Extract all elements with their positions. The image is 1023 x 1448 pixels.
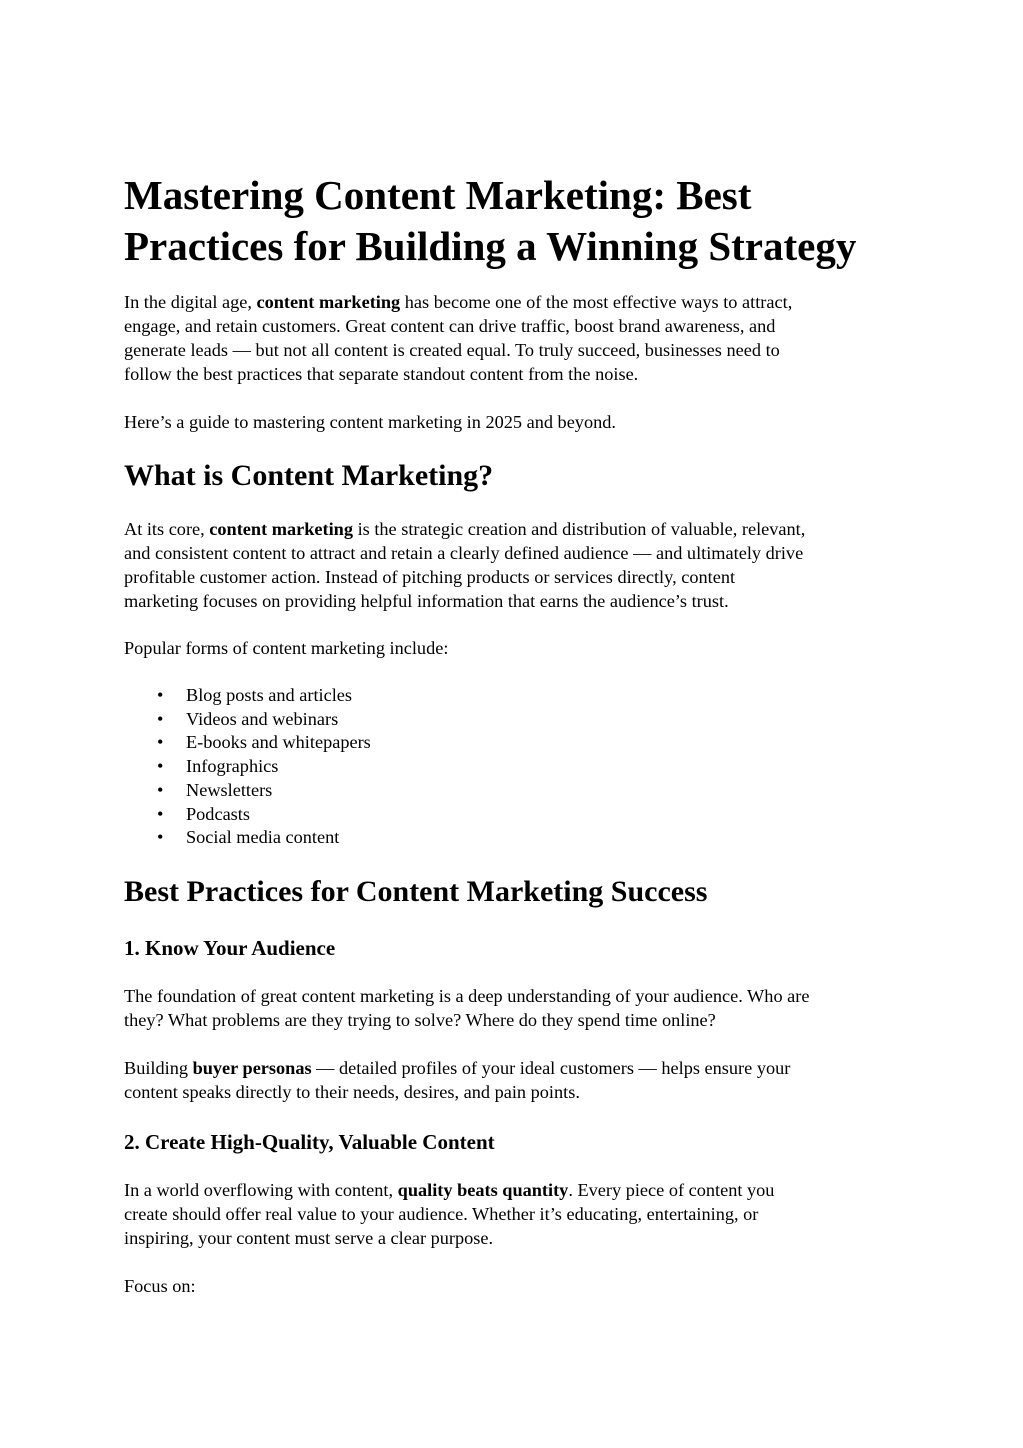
page-title-line-2: Practices for Building a Winning Strategy xyxy=(124,223,857,269)
content-forms-list xyxy=(124,684,371,850)
personas-line-1 xyxy=(124,1056,914,1080)
definition-line-1 xyxy=(124,517,914,541)
list-item-label: Blog posts and articles xyxy=(186,685,353,705)
definition-emphasis: content marketing xyxy=(209,519,353,539)
page-title-line-1: Mastering Content Marketing: Best xyxy=(124,172,752,218)
quality-line-2: create should offer real value to your audience. Whether it’s educating, entertaining, or xyxy=(124,1204,759,1224)
list-item-label: Social media content xyxy=(186,827,340,848)
definition-paragraph xyxy=(124,517,914,613)
personas-text: — detailed profiles of your ideal customers — helps ensure your xyxy=(311,1058,791,1078)
bullet-icon: • xyxy=(157,827,164,848)
intro-line-1 xyxy=(124,290,914,314)
bullet-icon: • xyxy=(157,732,164,753)
focus-text: Focus on: xyxy=(124,1276,196,1296)
definition-text: At its core, xyxy=(124,519,210,539)
list-item xyxy=(124,803,371,827)
personas-paragraph xyxy=(124,1056,914,1104)
list-item-label: Podcasts xyxy=(186,803,250,824)
list-item xyxy=(124,684,371,708)
heading-best-practices: Best Practices for Content Marketing Success xyxy=(124,875,708,908)
personas-text: Building xyxy=(124,1058,193,1078)
quality-emphasis: quality beats quantity xyxy=(397,1180,569,1200)
quality-text: In a world overflowing with content, xyxy=(124,1180,398,1200)
list-item-label: Newsletters xyxy=(186,779,273,800)
focus-paragraph xyxy=(124,1274,914,1298)
definition-line-3: profitable customer action. Instead of pitching products or services directly, content xyxy=(124,567,736,587)
intro-line-4: follow the best practices that separate standout content from the noise. xyxy=(124,364,639,384)
forms-intro-paragraph xyxy=(124,636,914,660)
intro-line-3: generate leads — but not all content is created equal. To truly succeed, businesses need to xyxy=(124,340,780,360)
bullet-icon: • xyxy=(157,708,164,729)
guide-text: Here’s a guide to mastering content marketing in 2025 and beyond. xyxy=(124,412,616,432)
forms-intro-text: Popular forms of content marketing include: xyxy=(124,638,449,658)
quality-text: . Every piece of content you xyxy=(568,1180,775,1200)
audience-line-1: The foundation of great content marketing is a deep understanding of your audience. Who are xyxy=(124,986,810,1006)
list-item-label: E-books and whitepapers xyxy=(186,732,371,753)
list-item xyxy=(124,708,371,732)
list-item xyxy=(124,779,371,803)
personas-line-2: content speaks directly to their needs, desires, and pain points. xyxy=(124,1082,580,1102)
quality-paragraph xyxy=(124,1178,914,1250)
bullet-icon: • xyxy=(157,685,164,705)
intro-line-2: engage, and retain customers. Great content can drive traffic, boost brand awareness, and xyxy=(124,316,776,336)
list-item-label: Videos and webinars xyxy=(186,708,339,729)
heading-high-quality-content: 2. Create High-Quality, Valuable Content xyxy=(124,1130,495,1154)
definition-line-4: marketing focuses on providing helpful information that earns the audience’s trust. xyxy=(124,591,729,611)
definition-text: is the strategic creation and distribution of valuable, relevant, xyxy=(353,519,806,539)
audience-line-2: they? What problems are they trying to solve? Where do they spend time online? xyxy=(124,1010,716,1030)
heading-know-your-audience: 1. Know Your Audience xyxy=(124,936,336,960)
list-item xyxy=(124,826,371,850)
bullet-icon: • xyxy=(157,803,164,824)
intro-paragraph xyxy=(124,290,914,386)
audience-paragraph xyxy=(124,984,914,1032)
intro-text: has become one of the most effective ways to attract, xyxy=(400,292,793,312)
personas-emphasis: buyer personas xyxy=(192,1058,312,1078)
bullet-icon: • xyxy=(157,779,164,800)
page-title xyxy=(124,170,914,272)
guide-paragraph xyxy=(124,410,914,434)
list-item xyxy=(124,731,371,755)
bullet-icon: • xyxy=(157,756,164,777)
definition-line-2: and consistent content to attract and retain a clearly defined audience — and ultimately drive xyxy=(124,543,804,563)
intro-text: In the digital age, xyxy=(124,292,257,312)
quality-line-3: inspiring, your content must serve a clear purpose. xyxy=(124,1228,494,1248)
list-item xyxy=(124,755,371,779)
heading-what-is-content-marketing: What is Content Marketing? xyxy=(124,459,494,492)
list-item-label: Infographics xyxy=(186,756,279,777)
intro-emphasis: content marketing xyxy=(256,292,401,312)
quality-line-1 xyxy=(124,1178,914,1202)
